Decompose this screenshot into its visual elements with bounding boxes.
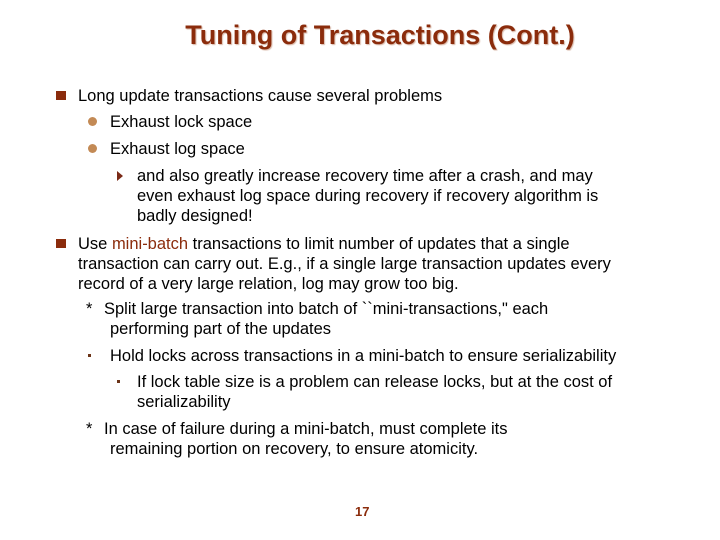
sub-bullet-text: In case of failure during a mini-batch, must complete its bbox=[104, 420, 508, 438]
square-bullet-icon bbox=[56, 239, 66, 248]
bullet-text-post: transactions to limit number of updates that a single bbox=[188, 235, 570, 253]
page-number: 17 bbox=[355, 504, 370, 519]
sub-sub-bullet-text: badly designed! bbox=[137, 207, 253, 225]
small-bullet-icon bbox=[88, 354, 91, 357]
sub-bullet-text: Exhaust lock space bbox=[110, 113, 253, 131]
bullet-text: transaction can carry out. E.g., if a single large transaction updates every bbox=[78, 255, 611, 273]
bullet-text bbox=[78, 234, 570, 254]
dot-bullet-icon bbox=[88, 117, 97, 126]
bullet-text-pre: Use bbox=[78, 235, 112, 253]
small-bullet-icon bbox=[117, 380, 120, 383]
highlight-term: mini-batch bbox=[111, 235, 189, 253]
sub-bullet-text: Hold locks across transactions in a mini-batch to ensure serializability bbox=[110, 347, 617, 365]
sub-sub-bullet-text: serializability bbox=[137, 393, 231, 411]
sub-bullet-text: remaining portion on recovery, to ensure atomicity. bbox=[110, 440, 479, 458]
sub-bullet-text: Split large transaction into batch of ``mini-transactions," each bbox=[104, 300, 549, 318]
sub-bullet-text: performing part of the updates bbox=[110, 320, 332, 338]
dot-bullet-icon bbox=[88, 144, 97, 153]
sub-sub-bullet-text: and also greatly increase recovery time after a crash, and may bbox=[137, 167, 593, 185]
asterisk-marker: * bbox=[86, 300, 93, 318]
slide-title: Tuning of Transactions (Cont.) bbox=[185, 20, 575, 50]
bullet-text: record of a very large relation, log may grow too big. bbox=[78, 275, 459, 293]
sub-bullet-text: Exhaust log space bbox=[110, 140, 245, 158]
sub-sub-bullet-text: even exhaust log space during recovery if recovery algorithm is bbox=[137, 187, 599, 205]
bullet-text: Long update transactions cause several problems bbox=[78, 87, 443, 105]
asterisk-marker: * bbox=[86, 420, 93, 438]
square-bullet-icon bbox=[56, 91, 66, 100]
sub-sub-bullet-text: If lock table size is a problem can release locks, but at the cost of bbox=[137, 373, 613, 391]
triangle-bullet-icon bbox=[117, 171, 123, 181]
